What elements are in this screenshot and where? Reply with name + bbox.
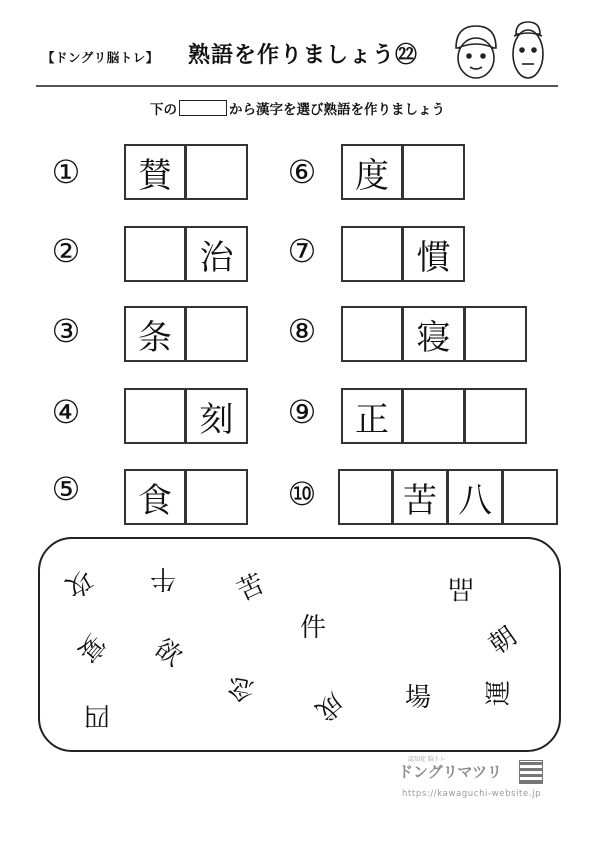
question-number: ⑥	[287, 153, 317, 191]
bank-kanji[interactable]: 朝	[483, 621, 523, 661]
answer-cell[interactable]	[503, 469, 558, 525]
answer-cell[interactable]: 苦	[393, 469, 448, 525]
bank-kanji[interactable]: 宴	[71, 628, 111, 668]
header-tag: 【ドングリ脳トレ】	[42, 50, 159, 65]
bank-kanji[interactable]: 四	[84, 700, 111, 730]
answer-cell[interactable]	[465, 388, 527, 444]
bank-kanji[interactable]: 欲	[148, 633, 188, 673]
question-number: ⑧	[287, 312, 317, 350]
instruction-box	[179, 100, 227, 116]
answer-cell[interactable]	[124, 388, 186, 444]
answer-cell[interactable]: 慣	[403, 226, 465, 282]
bank-kanji[interactable]: 念	[225, 670, 257, 706]
footer-logo: ドングリマツリ	[398, 763, 502, 781]
answer-row	[124, 306, 248, 362]
answer-cell[interactable]	[403, 144, 465, 200]
bank-kanji[interactable]: 場	[405, 683, 432, 713]
bank-kanji[interactable]: 攻	[60, 563, 98, 603]
answer-cell[interactable]: 賛	[124, 144, 186, 200]
instruction	[0, 98, 595, 118]
question-number: ⑨	[287, 393, 317, 431]
bank-kanji[interactable]: 牛	[150, 563, 177, 593]
page-title: 熟語を作りましょう㉒	[188, 43, 419, 68]
answer-row	[124, 469, 248, 525]
answer-cell[interactable]: 治	[186, 226, 248, 282]
question-number: ⑩	[287, 475, 317, 513]
answer-cell[interactable]	[403, 388, 465, 444]
answer-cell[interactable]	[341, 226, 403, 282]
question-number: ②	[51, 232, 81, 270]
instruction-after: から漢字を選び熟語を作りましょう	[229, 102, 445, 118]
question-number: ⑦	[287, 232, 317, 270]
bank-kanji[interactable]: 成	[309, 686, 349, 726]
answer-cell[interactable]: 度	[341, 144, 403, 200]
question-number: ⑤	[51, 470, 81, 508]
bank-kanji[interactable]: 苦	[232, 568, 270, 608]
answer-cell[interactable]: 食	[124, 469, 186, 525]
answer-row	[338, 469, 558, 525]
qr-code-icon	[519, 760, 543, 784]
kanji-bank	[38, 537, 561, 752]
answer-row	[341, 144, 465, 200]
answer-cell[interactable]	[341, 306, 403, 362]
answer-row	[124, 226, 248, 282]
bank-kanji[interactable]: 品	[448, 573, 475, 603]
footer-subtitle: 認知症 脳トレ	[408, 756, 446, 763]
answer-cell[interactable]: 条	[124, 306, 186, 362]
question-number: ①	[51, 153, 81, 191]
answer-row	[341, 226, 465, 282]
answer-row	[124, 388, 248, 444]
answer-cell[interactable]: 八	[448, 469, 503, 525]
header-divider	[36, 85, 558, 87]
answer-cell[interactable]	[338, 469, 393, 525]
answer-cell[interactable]: 寝	[403, 306, 465, 362]
bank-kanji[interactable]: 件	[300, 613, 327, 643]
question-number: ④	[51, 393, 81, 431]
answer-cell[interactable]	[465, 306, 527, 362]
answer-cell[interactable]	[186, 144, 248, 200]
bank-kanji[interactable]: 運	[484, 679, 515, 707]
question-number: ③	[51, 312, 81, 350]
instruction-before: 下の	[150, 102, 177, 118]
footer-url[interactable]: https://kawaguchi-website.jp	[402, 789, 542, 799]
answer-cell[interactable]: 正	[341, 388, 403, 444]
answer-row	[124, 144, 248, 200]
answer-cell[interactable]	[186, 306, 248, 362]
answer-cell[interactable]	[124, 226, 186, 282]
answer-row	[341, 388, 527, 444]
acorn-mascot-illustration	[448, 18, 548, 82]
answer-cell[interactable]: 刻	[186, 388, 248, 444]
answer-row	[341, 306, 527, 362]
answer-cell[interactable]	[186, 469, 248, 525]
